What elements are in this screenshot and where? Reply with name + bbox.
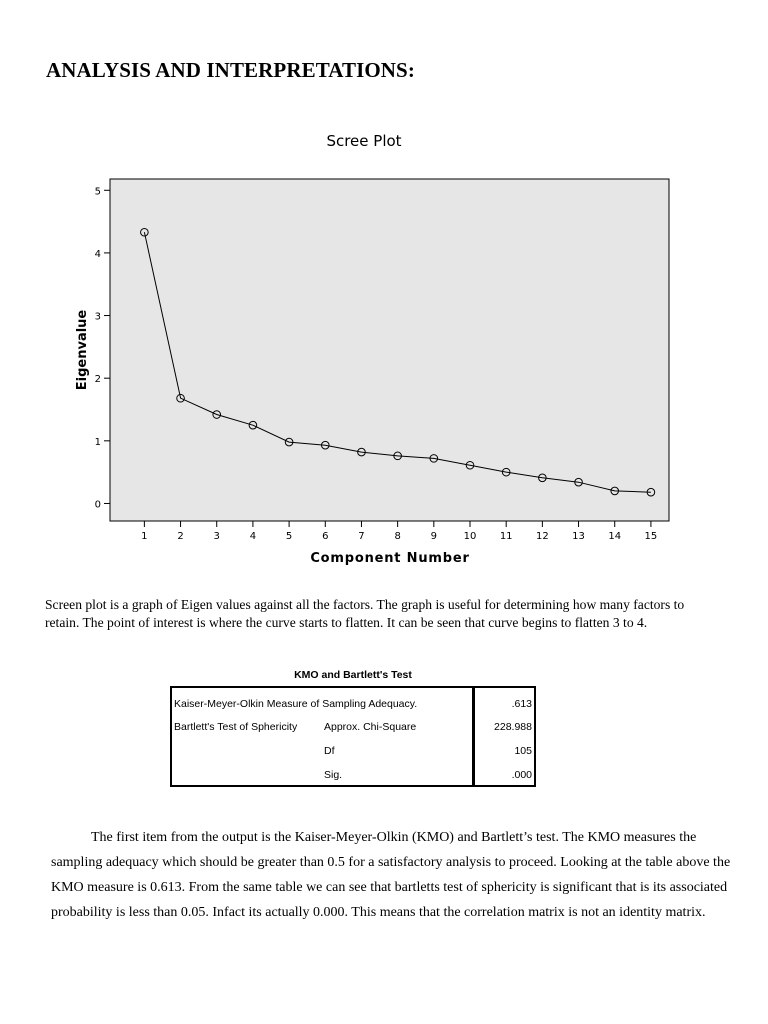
sig-value: .000	[511, 769, 532, 781]
kmo-value: .613	[511, 698, 532, 710]
y-axis	[95, 186, 110, 510]
kmo-interpretation-text: The first item from the output is the Kaiser-Meyer-Olkin (KMO) and Bartlett’s test. The KMO measures the sampling adequacy which should be greater than 0.5 for a satisfactory analysis to proceed. Looking at the table above the KMO measure is 0.613. From the same table we can see that bartletts test of sphericity is significant that is its associated probability is less than 0.05. Infact its actually 0.000. This means that the correlation matrix is not an identity matrix.	[51, 830, 731, 920]
kmo-label: Kaiser-Meyer-Olkin Measure of Sampling Adequacy.	[174, 698, 418, 710]
table-divider	[472, 688, 475, 785]
x-tick-label: 7	[358, 531, 365, 542]
x-tick-label: 2	[177, 531, 184, 542]
scree-plot	[60, 120, 700, 580]
x-tick-label: 13	[572, 531, 585, 542]
x-axis	[141, 521, 657, 542]
x-tick-label: 9	[430, 531, 438, 542]
chi-square-value: 228.988	[494, 721, 532, 733]
x-tick-label: 8	[394, 531, 401, 542]
bartlett-label: Bartlett's Test of Sphericity	[174, 721, 298, 733]
page-heading: ANALYSIS AND INTERPRETATIONS:	[46, 58, 415, 82]
kmo-interpretation	[51, 825, 731, 925]
x-tick-label: 11	[499, 531, 513, 542]
y-tick-label: 1	[94, 436, 101, 448]
y-tick-label: 2	[94, 374, 101, 386]
y-tick-label: 0	[94, 499, 101, 511]
kmo-table	[170, 686, 536, 787]
y-tick-label: 5	[94, 186, 101, 198]
x-tick-label: 1	[141, 531, 148, 542]
plot-area	[110, 179, 669, 521]
x-tick-label: 15	[644, 531, 658, 542]
x-tick-label: 12	[535, 531, 549, 542]
x-tick-label: 14	[608, 531, 622, 542]
x-axis-label: Component Number	[310, 551, 470, 566]
df-label: Df	[324, 745, 335, 757]
y-axis-label: Eigenvalue	[75, 309, 90, 391]
df-value: 105	[514, 745, 532, 757]
chart-title: Scree Plot	[326, 132, 402, 150]
x-tick-label: 5	[285, 531, 293, 542]
y-tick-label: 3	[94, 311, 101, 323]
sig-label: Sig.	[324, 769, 343, 781]
y-tick-label: 4	[94, 248, 101, 260]
scree-description: Screen plot is a graph of Eigen values against all the factors. The graph is useful for determining how many factors to retain. The point of interest is where the curve starts to flatten. It can be seen that curve begins to flatten 3 to 4.	[45, 597, 685, 630]
x-tick-label: 4	[249, 531, 257, 542]
x-tick-label: 3	[213, 531, 220, 542]
chi-square-label: Approx. Chi-Square	[324, 721, 417, 733]
x-tick-label: 10	[463, 531, 477, 542]
kmo-table-title: KMO and Bartlett's Test	[294, 669, 412, 681]
x-tick-label: 6	[322, 531, 329, 542]
